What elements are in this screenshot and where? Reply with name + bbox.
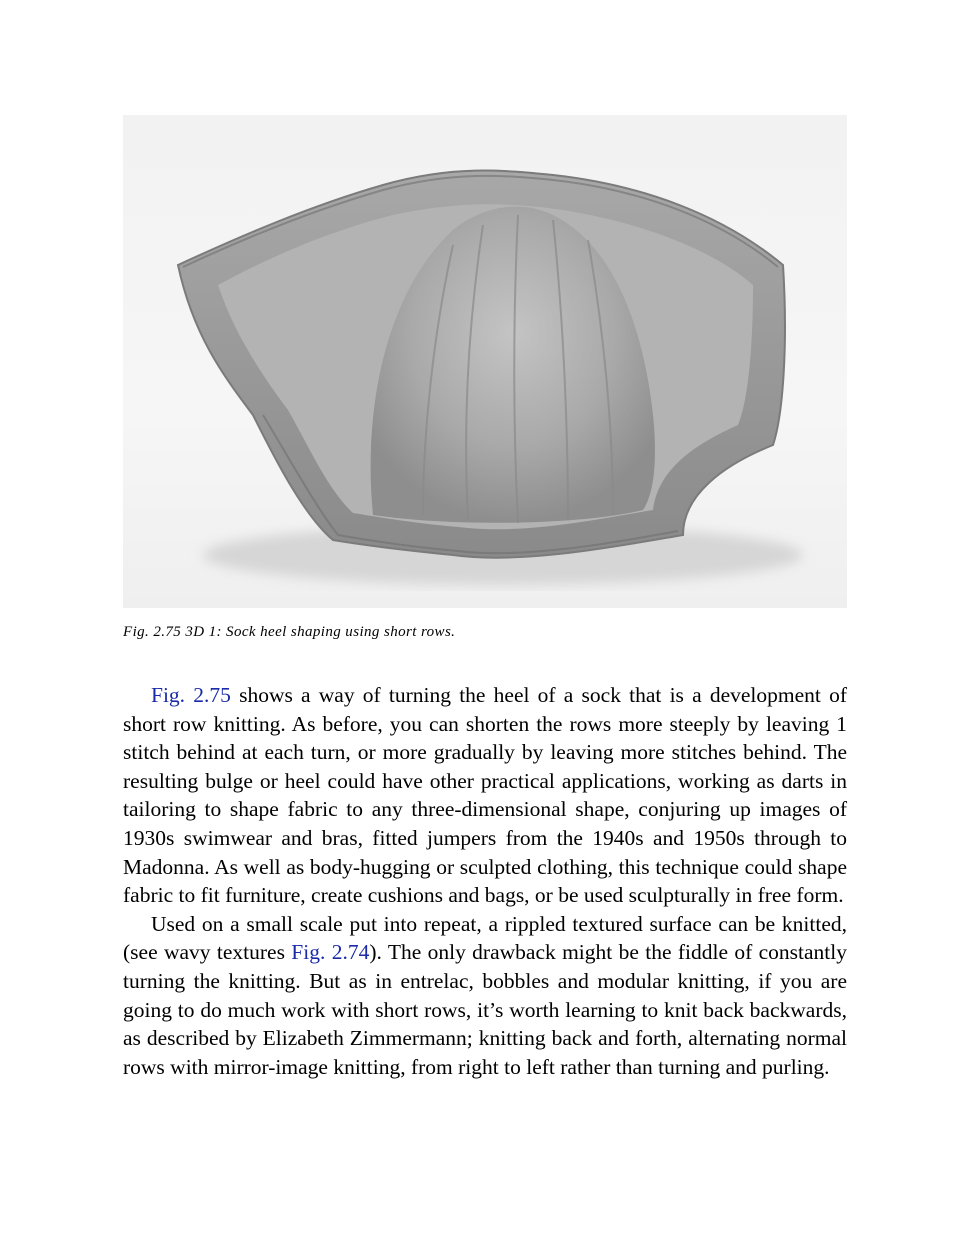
knitted-heel-illustration [123, 115, 847, 608]
body-text [123, 681, 847, 1081]
paragraph-1 [123, 681, 847, 910]
figure-reference-2-74[interactable]: Fig. 2.74 [291, 940, 370, 965]
figure-caption: Fig. 2.75 3D 1: Sock heel shaping using short rows. [123, 624, 456, 640]
paragraph-2-text-before: Used on a small scale put into repeat, a rippled textured surface can be knitted, (see wavy textures [123, 911, 847, 965]
paragraph-2 [123, 910, 847, 1082]
sock-heel-photo [123, 115, 847, 608]
paragraph-2-text-after: ). The only drawback might be the fiddle of constantly turning the knitting. But as in entrelac, bobbles and modular knitting, if you are going to do much work with short rows, it’s worth learning to knit back backwards, as described by Elizabeth Zimmermann; knitting back and forth, alternating normal rows with mirror-image knitting, from right to left rather than turning and purling. [123, 940, 847, 1079]
figure-reference-2-75[interactable]: Fig. 2.75 [151, 683, 231, 707]
paragraph-1-text: shows a way of turning the heel of a sock that is a development of short row knitting. As before, you can shorten the rows more steeply by leaving 1 stitch behind at each turn, or more gradually by leaving more stitches behind. The resulting bulge or heel could have other practical applications, working as darts in tailoring to shape fabric to any three-dimensional shape, conjuring up images of 1930s swimwear and bras, fitted jumpers from the 1940s and 1950s through to Madonna. As well as body-hugging or sculpted clothing, this technique could shape fabric to fit furniture, create cushions and bags, or be used sculpturally in free form. [123, 683, 848, 908]
